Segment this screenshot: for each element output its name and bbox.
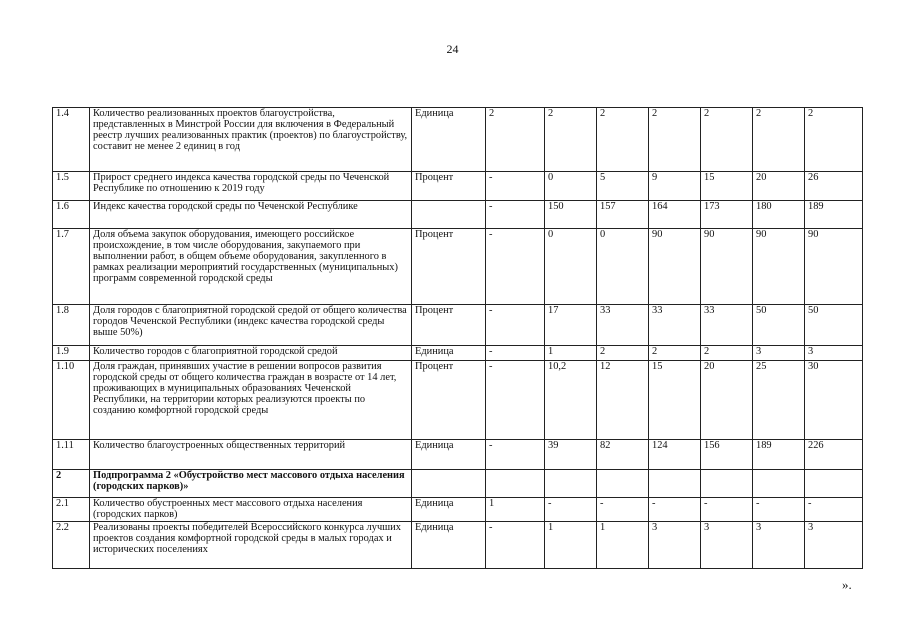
row-number: 1.7: [53, 229, 90, 305]
value-cell: 2: [597, 346, 649, 361]
value-cell: 3: [649, 522, 701, 569]
unit-cell: Процент: [412, 361, 486, 440]
value-cell: 2: [597, 108, 649, 172]
value-cell: [805, 470, 863, 498]
indicator-name: Реализованы проекты победителей Всероссийского конкурса лучших проектов создания комфортной городской среды в малых городах и исторических поселениях: [90, 522, 412, 569]
table-row: [53, 172, 863, 201]
value-cell: 20: [701, 361, 753, 440]
row-number: 2: [53, 470, 90, 498]
table-row: [53, 346, 863, 361]
value-cell: 164: [649, 201, 701, 229]
value-cell: 0: [545, 172, 597, 201]
page-number: 24: [446, 42, 459, 56]
value-cell: 33: [597, 305, 649, 346]
closing-quote-mark: ».: [842, 577, 852, 592]
value-cell: 2: [805, 108, 863, 172]
unit-cell: [412, 470, 486, 498]
indicator-name: Количество городов с благоприятной городской средой: [90, 346, 412, 361]
value-cell: 26: [805, 172, 863, 201]
value-cell: 3: [701, 522, 753, 569]
value-cell: 173: [701, 201, 753, 229]
value-cell: 1: [486, 498, 545, 522]
value-cell: 3: [805, 346, 863, 361]
value-cell: 39: [545, 440, 597, 470]
value-cell: 180: [753, 201, 805, 229]
value-cell: -: [701, 498, 753, 522]
value-cell: -: [649, 498, 701, 522]
value-cell: 189: [805, 201, 863, 229]
value-cell: 2: [649, 346, 701, 361]
value-cell: 0: [597, 229, 649, 305]
row-number: 2.1: [53, 498, 90, 522]
row-number: 1.5: [53, 172, 90, 201]
row-number: 1.9: [53, 346, 90, 361]
value-cell: 9: [649, 172, 701, 201]
indicator-name: Прирост среднего индекса качества городской среды по Чеченской Республике по отношению к 2019 году: [90, 172, 412, 201]
value-cell: 189: [753, 440, 805, 470]
indicator-name: Доля объема закупок оборудования, имеющего российское происхождение, в том числе оборудования, закупаемого при выполнении работ, в общем объеме оборудования, закупленного в рамках реализации мероприятий государственных (муниципальных) программ современной городской среды: [90, 229, 412, 305]
table-row: [53, 229, 863, 305]
unit-cell: Единица: [412, 522, 486, 569]
value-cell: 2: [649, 108, 701, 172]
table-row: [53, 361, 863, 440]
value-cell: 156: [701, 440, 753, 470]
value-cell: 2: [701, 346, 753, 361]
value-cell: 82: [597, 440, 649, 470]
value-cell: 12: [597, 361, 649, 440]
row-number: 1.11: [53, 440, 90, 470]
value-cell: 50: [753, 305, 805, 346]
indicator-name: Индекс качества городской среды по Чеченской Республике: [90, 201, 412, 229]
value-cell: 33: [701, 305, 753, 346]
row-number: 1.8: [53, 305, 90, 346]
value-cell: [753, 470, 805, 498]
value-cell: -: [486, 305, 545, 346]
value-cell: 33: [649, 305, 701, 346]
value-cell: -: [753, 498, 805, 522]
unit-cell: [412, 201, 486, 229]
table-row: [53, 108, 863, 172]
subprogram-row: [53, 470, 863, 498]
indicator-name: Количество обустроенных мест массового отдыха населения (городских парков): [90, 498, 412, 522]
value-cell: 0: [545, 229, 597, 305]
row-number: 1.4: [53, 108, 90, 172]
value-cell: 90: [701, 229, 753, 305]
unit-cell: Единица: [412, 498, 486, 522]
row-number: 1.10: [53, 361, 90, 440]
value-cell: 10,2: [545, 361, 597, 440]
indicator-name: Доля городов с благоприятной городской средой от общего количества городов Чеченской Республики (индекс качества городской среды выше 50%): [90, 305, 412, 346]
value-cell: 90: [753, 229, 805, 305]
table-row: [53, 498, 863, 522]
unit-cell: Процент: [412, 305, 486, 346]
value-cell: 150: [545, 201, 597, 229]
value-cell: 15: [701, 172, 753, 201]
value-cell: -: [486, 440, 545, 470]
value-cell: 1: [545, 522, 597, 569]
value-cell: -: [486, 522, 545, 569]
unit-cell: Единица: [412, 440, 486, 470]
value-cell: 90: [805, 229, 863, 305]
value-cell: 17: [545, 305, 597, 346]
table-row: [53, 522, 863, 569]
value-cell: 3: [805, 522, 863, 569]
unit-cell: Процент: [412, 229, 486, 305]
value-cell: 30: [805, 361, 863, 440]
value-cell: 50: [805, 305, 863, 346]
value-cell: -: [597, 498, 649, 522]
table-row: [53, 201, 863, 229]
indicator-name: Количество реализованных проектов благоустройства, представленных в Минстрой России для включения в Федеральный реестр лучших реализованных практик (проектов) по благоустройству, составит не менее 2 единиц в год: [90, 108, 412, 172]
table-row: [53, 440, 863, 470]
value-cell: -: [486, 361, 545, 440]
value-cell: 5: [597, 172, 649, 201]
value-cell: [597, 470, 649, 498]
value-cell: 2: [545, 108, 597, 172]
indicators-table: [52, 107, 863, 569]
value-cell: -: [545, 498, 597, 522]
value-cell: 3: [753, 346, 805, 361]
value-cell: [486, 470, 545, 498]
value-cell: 1: [545, 346, 597, 361]
unit-cell: Единица: [412, 108, 486, 172]
value-cell: 124: [649, 440, 701, 470]
indicator-name: Количество благоустроенных общественных территорий: [90, 440, 412, 470]
value-cell: -: [486, 201, 545, 229]
value-cell: 25: [753, 361, 805, 440]
value-cell: 15: [649, 361, 701, 440]
value-cell: 1: [597, 522, 649, 569]
value-cell: 3: [753, 522, 805, 569]
value-cell: -: [486, 346, 545, 361]
row-number: 1.6: [53, 201, 90, 229]
value-cell: 90: [649, 229, 701, 305]
indicator-name: Доля граждан, принявших участие в решении вопросов развития городской среды от общего количества граждан в возрасте от 14 лет, проживающих в муниципальных образованиях Чеченской Республики, на территории которых реализуются проекты по созданию комфортной городской среды: [90, 361, 412, 440]
value-cell: -: [486, 172, 545, 201]
unit-cell: Процент: [412, 172, 486, 201]
value-cell: [701, 470, 753, 498]
unit-cell: Единица: [412, 346, 486, 361]
value-cell: 226: [805, 440, 863, 470]
value-cell: 2: [753, 108, 805, 172]
value-cell: 2: [701, 108, 753, 172]
table-row: [53, 305, 863, 346]
value-cell: [649, 470, 701, 498]
value-cell: 20: [753, 172, 805, 201]
subprogram-title: Подпрограмма 2 «Обустройство мест массового отдыха населения (городских парков)»: [90, 470, 412, 498]
value-cell: [545, 470, 597, 498]
value-cell: 2: [486, 108, 545, 172]
value-cell: -: [486, 229, 545, 305]
row-number: 2.2: [53, 522, 90, 569]
value-cell: 157: [597, 201, 649, 229]
value-cell: -: [805, 498, 863, 522]
